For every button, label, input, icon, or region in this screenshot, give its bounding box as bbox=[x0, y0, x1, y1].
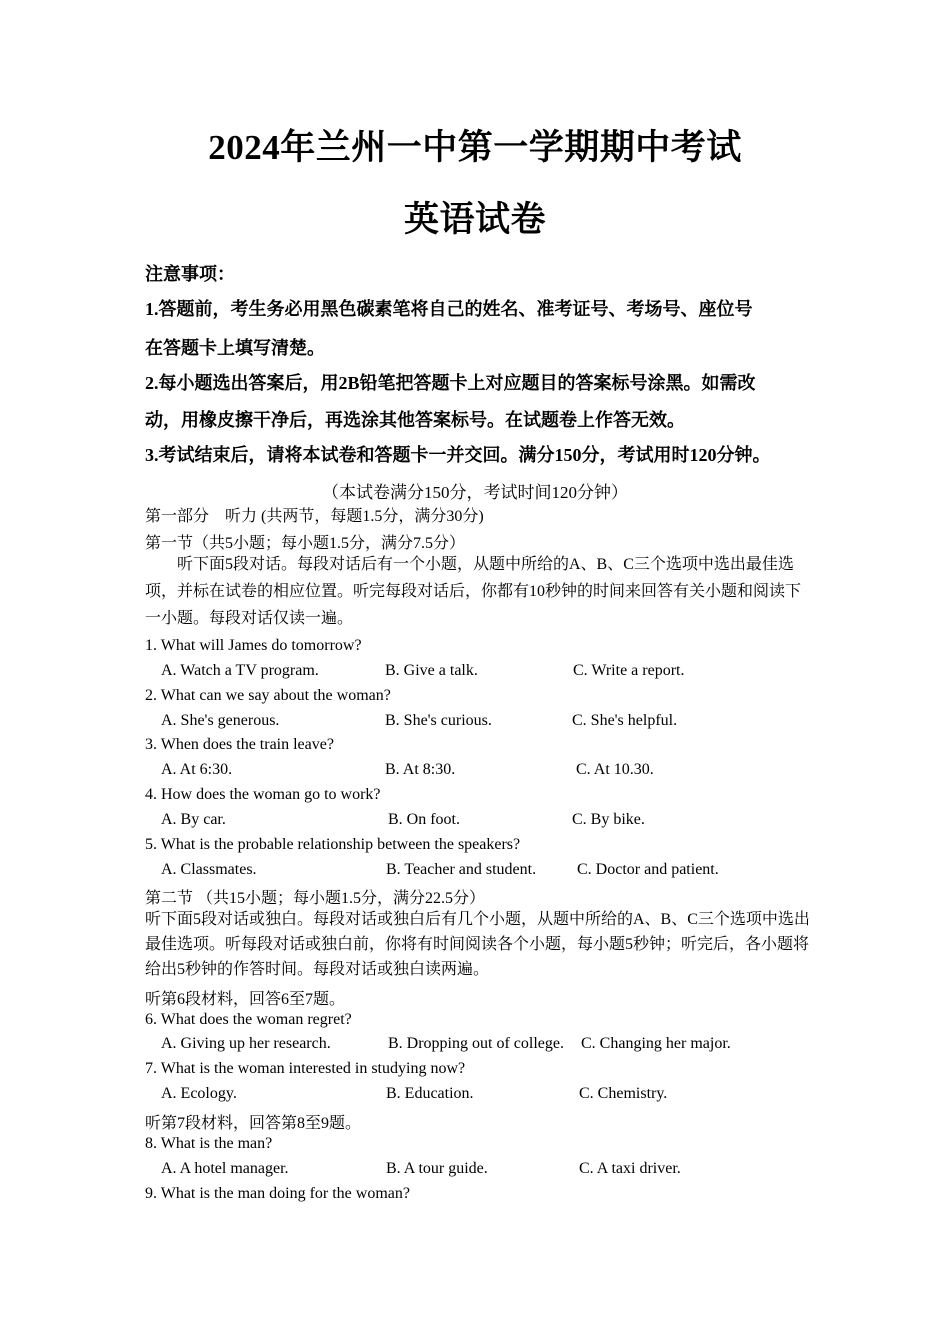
q5-option-b: B. Teacher and student. bbox=[386, 861, 537, 878]
q6-option-b: B. Dropping out of college. bbox=[388, 1035, 564, 1052]
q1-option-c: C. Write a report. bbox=[573, 662, 685, 679]
q4-option-a: A. By car. bbox=[161, 811, 226, 828]
q3-option-c: C. At 10.30. bbox=[576, 761, 654, 778]
q3-option-b: B. At 8:30. bbox=[385, 761, 456, 778]
q7-option-a: A. Ecology. bbox=[161, 1085, 237, 1102]
q8-option-b: B. A tour guide. bbox=[386, 1160, 488, 1177]
q2-option-a: A. She's generous. bbox=[161, 712, 280, 729]
section1-heading: 第一节（共5小题；每小题1.5分，满分7.5分） bbox=[145, 535, 466, 552]
exam-title: 2024年兰州一中第一学期期中考试 bbox=[208, 128, 742, 167]
notice-item-2: 2.每小题选出答案后，用2B铅笔把答题卡上对应题目的答案标号涂黑。如需改 bbox=[145, 373, 756, 393]
q7-option-b: B. Education. bbox=[386, 1085, 474, 1102]
notice-item-1-cont: 在答题卡上填写清楚。 bbox=[145, 338, 325, 358]
material-6-note: 听第6段材料，回答6至7题。 bbox=[145, 991, 346, 1008]
exam-subtitle: 英语试卷 bbox=[403, 200, 546, 239]
q4-option-c: C. By bike. bbox=[572, 811, 645, 828]
q3-option-a: A. At 6:30. bbox=[161, 761, 233, 778]
q2-option-c: C. She's helpful. bbox=[572, 712, 678, 729]
exam-info: （本试卷满分150分，考试时间120分钟） bbox=[322, 483, 628, 502]
notice-item-3: 3.考试结束后，请将本试卷和答题卡一并交回。满分150分，考试用时120分钟。 bbox=[145, 445, 771, 465]
q7-option-c: C. Chemistry. bbox=[579, 1085, 668, 1102]
q1-option-a: A. Watch a TV program. bbox=[161, 662, 319, 679]
notice-heading: 注意事项： bbox=[145, 264, 235, 284]
q1-option-b: B. Give a talk. bbox=[385, 662, 478, 679]
section2-instructions: 听下面5段对话或独白。每段对话或独白后有几个小题，从题中所给的A、B、C三个选项中选出最佳选项。听每段对话或独白前，你将有时间阅读各个小题，每小题5秒钟；听完后，各小题将给出5秒钟的作答时间。每段对话或独白读两遍。 bbox=[145, 911, 810, 978]
q8-option-c: C. A taxi driver. bbox=[579, 1160, 681, 1177]
q6-option-a: A. Giving up her research. bbox=[161, 1035, 331, 1052]
notice-item-1: 1.答题前，考生务必用黑色碳素笔将自己的姓名、准考证号、考场号、座位号 bbox=[145, 299, 753, 319]
q2-option-b: B. She's curious. bbox=[385, 712, 492, 729]
question-5: 5. What is the probable relationship between the speakers? bbox=[145, 836, 521, 853]
question-7: 7. What is the woman interested in studying now? bbox=[145, 1060, 466, 1077]
question-2: 2. What can we say about the woman? bbox=[145, 687, 391, 704]
q6-option-c: C. Changing her major. bbox=[581, 1035, 731, 1052]
question-4: 4. How does the woman go to work? bbox=[145, 786, 381, 803]
notice-item-2-cont: 动，用橡皮擦干净后，再选涂其他答案标号。在试题卷上作答无效。 bbox=[145, 410, 685, 430]
q5-option-a: A. Classmates. bbox=[161, 861, 257, 878]
q8-option-a: A. A hotel manager. bbox=[161, 1160, 289, 1177]
q5-option-c: C. Doctor and patient. bbox=[577, 861, 719, 878]
q4-option-b: B. On foot. bbox=[388, 811, 460, 828]
material-7-note: 听第7段材料，回答第8至9题。 bbox=[145, 1115, 362, 1132]
question-1: 1. What will James do tomorrow? bbox=[145, 637, 362, 654]
question-3: 3. When does the train leave? bbox=[145, 736, 334, 753]
section1-instructions: 听下面5段对话。每段对话后有一个小题，从题中所给的A、B、C三个选项中选出最佳选项，并标在试卷的相应位置。听完每段对话后，你都有10秒钟的时间来回答有关小题和阅读下一小题。每段对话仅读一遍。 bbox=[145, 556, 802, 627]
question-6: 6. What does the woman regret? bbox=[145, 1011, 352, 1028]
section2-heading: 第二节 （共15小题；每小题1.5分，满分22.5分） bbox=[145, 890, 486, 907]
question-8: 8. What is the man? bbox=[145, 1135, 273, 1152]
question-9: 9. What is the man doing for the woman? bbox=[145, 1185, 410, 1202]
part1-heading: 第一部分 听力 (共两节，每题1.5分，满分30分) bbox=[145, 508, 484, 525]
